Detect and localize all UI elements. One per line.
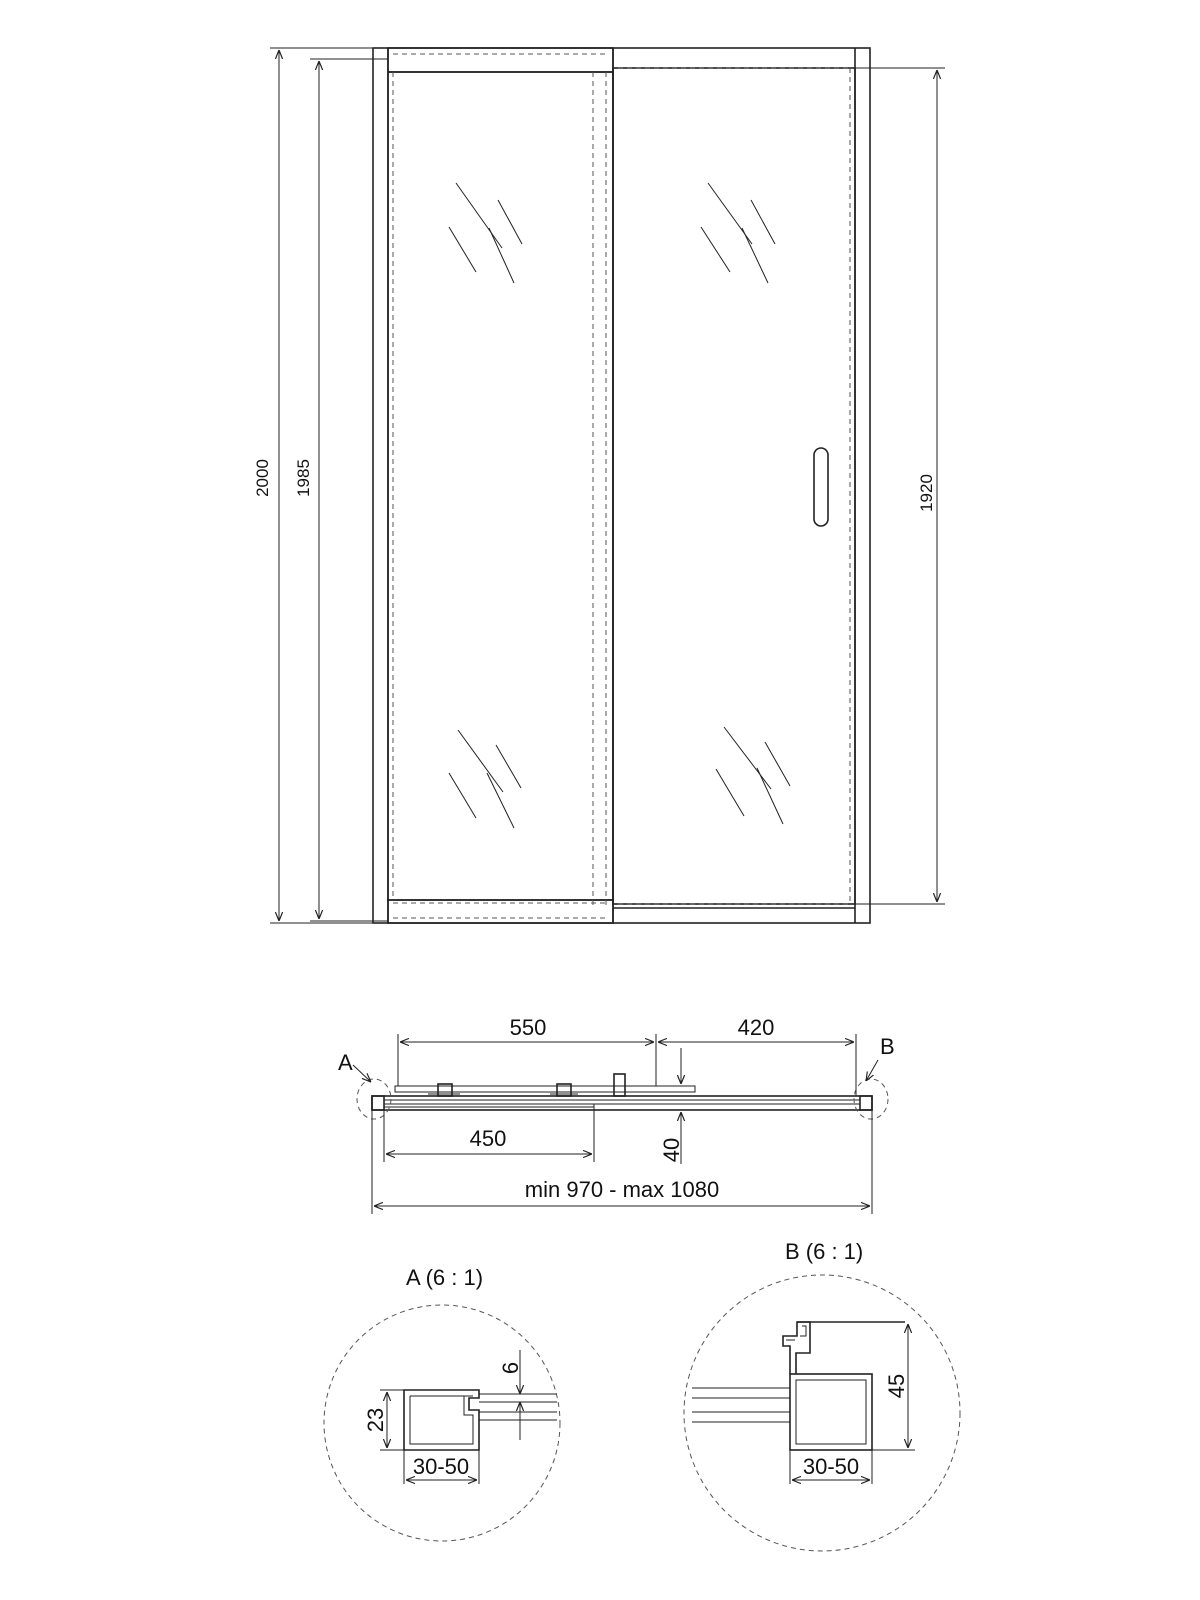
detail-a-title: A (6 : 1): [406, 1265, 484, 1290]
outer-frame: [373, 48, 870, 923]
dim-overall-label: min 970 - max 1080: [524, 1177, 720, 1202]
top-door-glass: [395, 1086, 695, 1092]
dim-1985-label: 1985: [294, 459, 313, 497]
detail-a-dim-6: 6: [498, 1361, 523, 1375]
detail-a-dim-30-50: 30-50: [412, 1454, 470, 1479]
detail-b-profile: [790, 1374, 872, 1450]
glass-reflections: [449, 183, 790, 828]
detail-a-profile: [404, 1390, 479, 1450]
detail-b-dim-30-50: 30-50: [802, 1454, 860, 1479]
dim-450-label: 450: [469, 1126, 507, 1151]
callout-a-circle: [357, 1079, 391, 1119]
detail-a-circle: [324, 1305, 560, 1541]
callout-b-label: B: [880, 1034, 895, 1059]
top-handle: [614, 1074, 625, 1096]
dim-420-label: 420: [737, 1015, 775, 1040]
detail-a: [324, 1265, 560, 1541]
detail-a-dim-23: 23: [363, 1407, 388, 1433]
detail-b-dim-45: 45: [884, 1373, 909, 1399]
dim-40-label: 40: [659, 1137, 684, 1163]
top-profile: [372, 1096, 872, 1110]
dim-2000-label: 2000: [253, 459, 272, 497]
detail-b-title: B (6 : 1): [785, 1239, 864, 1264]
dim-550-label: 550: [509, 1015, 547, 1040]
top-view: [338, 1015, 895, 1214]
dim-1920-label: 1920: [917, 474, 936, 512]
detail-b: [684, 1239, 960, 1551]
sliding-door: [613, 68, 855, 904]
detail-b-circle: [684, 1275, 960, 1551]
callout-a-label: A: [338, 1050, 353, 1075]
door-handle: [814, 448, 828, 526]
callout-b-circle: [854, 1079, 888, 1119]
front-view: [253, 48, 945, 923]
fixed-panel: [388, 72, 613, 900]
